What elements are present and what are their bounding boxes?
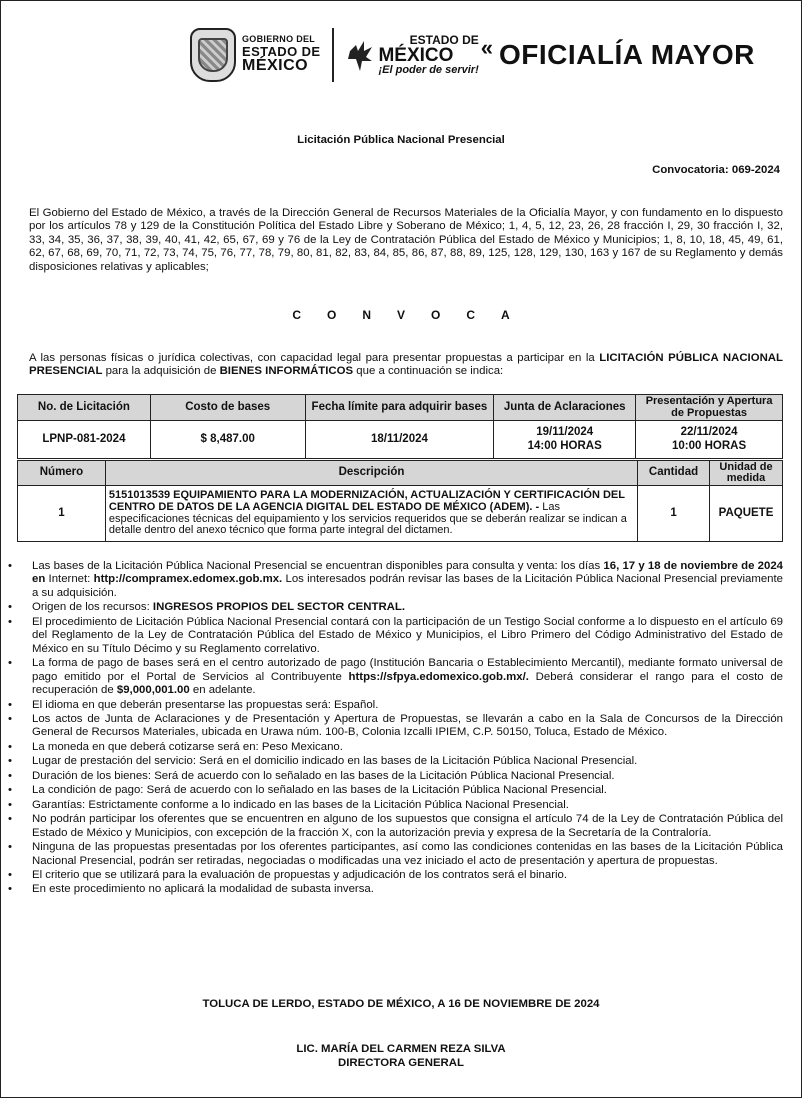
th-junta: Junta de Aclaraciones: [494, 395, 636, 421]
list-item: [8, 770, 783, 783]
b12: No podrán participar los oferentes que se encuentren en alguno de los supuestos que consigna el artículo 74 de la Ley de Contratación Pública del Estado de México y Municipios, con excepción de la fracción X, con la autorización previa y expresa de la Secretaría de la Contraloría.: [32, 813, 783, 839]
header: [190, 22, 755, 88]
list-item: [8, 713, 783, 740]
intro-paragraph: El Gobierno del Estado de México, a través de la Dirección General de Recursos Materiales de la Oficialía Mayor, y con fundamento en lo dispuesto por los artículos 78 y 129 de la Constitución Política del Estado Libre y Soberano de México; 1, 4, 5, 12, 23, 26, 28 fracción I, 29, 30 fracción I, 32, 33, 34, 35, 36, 37, 38, 39, 40, 41, 42, 65, 67, 69 y 76 de la Ley de Contratación Pública del Estado de México y Municipios; 1, 8, 10, 18, 45, 49, 61, 62, 67, 68, 69, 70, 71, 72, 73, 74, 75, 76, 77, 78, 79, 80, 81, 82, 83, 84, 85, 86, 87, 88, 89, 125, 128, 129, 130, 163 y 167 de su Reglamento y demás disposiciones relativas y aplicables;: [29, 207, 783, 273]
edo-line1: ESTADO DE: [409, 33, 479, 47]
b13: Ninguna de las propuestas presentadas por los oferentes participantes, así como las condiciones contenidas en las bases de la Licitación Pública Nacional Presencial, podrán ser retiradas, negociadas o modificadas una vez iniciado el acto de presentación y apertura de propuestas.: [32, 841, 783, 867]
list-item: [8, 799, 783, 812]
b4a: La forma de pago de bases será en el centro autorizado de pago (Institución Bancaria o Establecimiento Mercantil), mediante formato universal de pago emitido por el Portal de Servicios al Contribuyente: [32, 657, 783, 683]
th-unidad: Unidad de medida: [710, 461, 783, 486]
desc-bold: 5151013539 EQUIPAMIENTO PARA LA MODERNIZACIÓN, ACTUALIZACIÓN Y CERTIFICACIÓN DEL CENTRO DE DATOS DE LA AGENCIA DIGITAL DEL ESTADO DE MÉXICO (ADEM). -: [108, 488, 625, 513]
conditions-list: [8, 560, 783, 898]
b1a: Las bases de la Licitación Pública Nacional Presencial se encuentran disponibles para consulta y venta: los días: [32, 560, 604, 572]
b1b: 16, 17 y 18 de noviembre de 2024 en: [32, 560, 783, 586]
bullet-icon: •: [8, 560, 12, 572]
b4e: en adelante.: [189, 684, 256, 697]
cell-costo: $ 8,487.00: [150, 421, 305, 459]
b1d-url: http://compramex.edomex.gob.mx.: [93, 573, 283, 586]
gobierno-logo-text: [242, 35, 320, 75]
th-fecha-limite: Fecha límite para adquirir bases: [305, 395, 494, 421]
th-apertura: Presentación y Apertura de Propuestas: [636, 395, 783, 421]
list-item: [8, 699, 783, 712]
cell-fecha-limite: 18/11/2024: [305, 421, 494, 459]
b5: El idioma en que deberán presentarse las propuestas será: Español.: [32, 698, 379, 711]
bullet-icon: •: [8, 740, 12, 753]
bullet-icon: •: [8, 698, 12, 711]
chevron-icon: «: [480, 35, 493, 61]
b8: Lugar de prestación del servicio: Será en el domicilio indicado en las bases de la Licitación Pública Nacional Presencial.: [32, 755, 638, 768]
cell-descripcion: [105, 486, 637, 542]
bullet-icon: •: [8, 784, 12, 797]
gob-line1: GOBIERNO DEL: [242, 34, 316, 45]
cell-licitacion: LPNP-081-2024: [18, 421, 151, 459]
junta-hora: 14:00 HORAS: [527, 439, 602, 452]
bullet-icon: •: [8, 755, 12, 768]
list-item: [8, 755, 783, 768]
b15: En este procedimiento no aplicará la modalidad de subasta inversa.: [32, 883, 374, 896]
cell-unidad: PAQUETE: [710, 486, 783, 542]
list-item: [8, 657, 783, 697]
gob-line2: ESTADO DE: [242, 43, 321, 59]
call-part3: que a continuación se indica:: [353, 365, 504, 378]
b9: Duración de los bienes: Será de acuerdo con lo señalado en las bases de la Licitación Pública Nacional Presencial.: [32, 769, 615, 782]
b10: La condición de pago: Será de acuerdo con lo señalado en las bases de la Licitación Pública Nacional Presencial.: [32, 784, 607, 797]
b14: El criterio que se utilizará para la evaluación de propuestas y adjudicación de los contratos será el binario.: [32, 868, 568, 881]
b2b: INGRESOS PROPIOS DEL SECTOR CENTRAL.: [152, 601, 406, 614]
bullet-icon: •: [8, 657, 12, 670]
convocatoria-number: Convocatoria: 069-2024: [652, 164, 780, 176]
bullet-icon: •: [8, 615, 12, 628]
divider: [332, 28, 334, 82]
bullet-icon: •: [8, 841, 12, 854]
edomex-bird-icon: [346, 37, 376, 73]
state-seal-logo: [190, 28, 236, 82]
signer-title: DIRECTORA GENERAL: [338, 1057, 464, 1069]
office-title: OFICIALÍA MAYOR: [499, 39, 755, 71]
call-part1: A las personas físicas o jurídica colectivas, con capacidad legal para presentar propuestas a participar en la: [29, 352, 600, 364]
b6: Los actos de Junta de Aclaraciones y de Presentación y Apertura de Propuestas, se llevarán a cabo en la Sala de Concursos de la Dirección General de Recursos Materiales, ubicada en Urawa núm. 100-B, Colonia Izcalli IPIEM, C.P. 50150, Toluca, Estado de México.: [32, 712, 783, 739]
edo-slogan: ¡El poder de servir!: [378, 64, 479, 76]
th-licitacion: No. de Licitación: [18, 395, 151, 421]
licitacion-table: [17, 394, 783, 459]
list-item: [8, 883, 783, 896]
call-part2: para la adquisición de: [102, 365, 220, 378]
th-cantidad: Cantidad: [638, 461, 710, 486]
junta-fecha: 19/11/2024: [536, 426, 594, 439]
list-item: [8, 560, 783, 600]
call-bold2: BIENES INFORMÁTICOS: [219, 365, 354, 378]
bullet-icon: •: [8, 813, 12, 826]
signer-name: LIC. MARÍA DEL CARMEN REZA SILVA: [296, 1043, 506, 1055]
th-costo: Costo de bases: [150, 395, 305, 421]
b4d: $9,000,001.00: [116, 684, 190, 697]
bullet-icon: •: [8, 883, 12, 896]
list-item: [8, 741, 783, 754]
list-item: [8, 601, 783, 614]
cell-junta: [494, 421, 636, 459]
apertura-fecha: 22/11/2024: [680, 426, 738, 439]
convoca-heading: CONVOCA: [292, 308, 536, 322]
place-date: TOLUCA DE LERDO, ESTADO DE MÉXICO, A 16 DE NOVIEMBRE DE 2024: [202, 998, 600, 1010]
th-descripcion: Descripción: [105, 461, 637, 486]
bullet-icon: •: [8, 798, 12, 811]
b2a: Origen de los recursos:: [32, 601, 153, 614]
bullet-icon: •: [8, 868, 12, 881]
estado-logo: [346, 34, 493, 76]
th-numero: Número: [18, 461, 106, 486]
list-item: [8, 813, 783, 840]
b1e: Los interesados podrán revisar las bases de la Licitación Pública Nacional Presencial previamente a su adquisición.: [32, 573, 783, 599]
b1c: Internet:: [45, 573, 94, 586]
call-bold1: LICITACIÓN PÚBLICA NACIONAL PRESENCIAL: [29, 352, 783, 378]
edo-line2: MÉXICO: [378, 45, 454, 66]
list-item: [8, 784, 783, 797]
document-title: Licitación Pública Nacional Presencial: [297, 134, 505, 146]
list-item: [8, 841, 783, 868]
b4b-url: https://sfpya.edomexico.gob.mx/.: [348, 670, 529, 683]
b11: Garantías: Estrictamente conforme a lo indicado en las bases de la Licitación Pública Nacional Presencial.: [32, 798, 569, 811]
list-item: [8, 616, 783, 656]
call-paragraph: [29, 352, 783, 379]
gob-line3: MÉXICO: [242, 57, 309, 75]
list-item: [8, 869, 783, 882]
b3: El procedimiento de Licitación Pública Nacional Presencial contará con la participación de un Testigo Social conforme a lo dispuesto en el artículo 69 del Reglamento de la Ley de Contratación Pública del Estado de México y Municipios, el Libro Primero del Código Administrativo del Estado de México en su Título Décimo y su Reglamento correlativo.: [32, 615, 783, 655]
cell-apertura: [636, 421, 783, 459]
desc-normal: Las especificaciones técnicas del equipamiento y los servicios requeridos que se deberán realizar se indican a detalle dentro del anexo técnico que forma parte integral del dictamen.: [108, 500, 627, 537]
cell-cantidad: 1: [638, 486, 710, 542]
bullet-icon: •: [8, 712, 12, 725]
descripcion-table: [17, 460, 783, 542]
cell-numero: 1: [18, 486, 106, 542]
bullet-icon: •: [8, 769, 12, 782]
apertura-hora: 10:00 HORAS: [671, 439, 747, 452]
b7: La moneda en que deberá cotizarse será en: Peso Mexicano.: [32, 740, 343, 753]
b4c: Deberá considerar el rango para el costo de recuperación de: [32, 670, 783, 697]
bullet-icon: •: [8, 601, 12, 614]
